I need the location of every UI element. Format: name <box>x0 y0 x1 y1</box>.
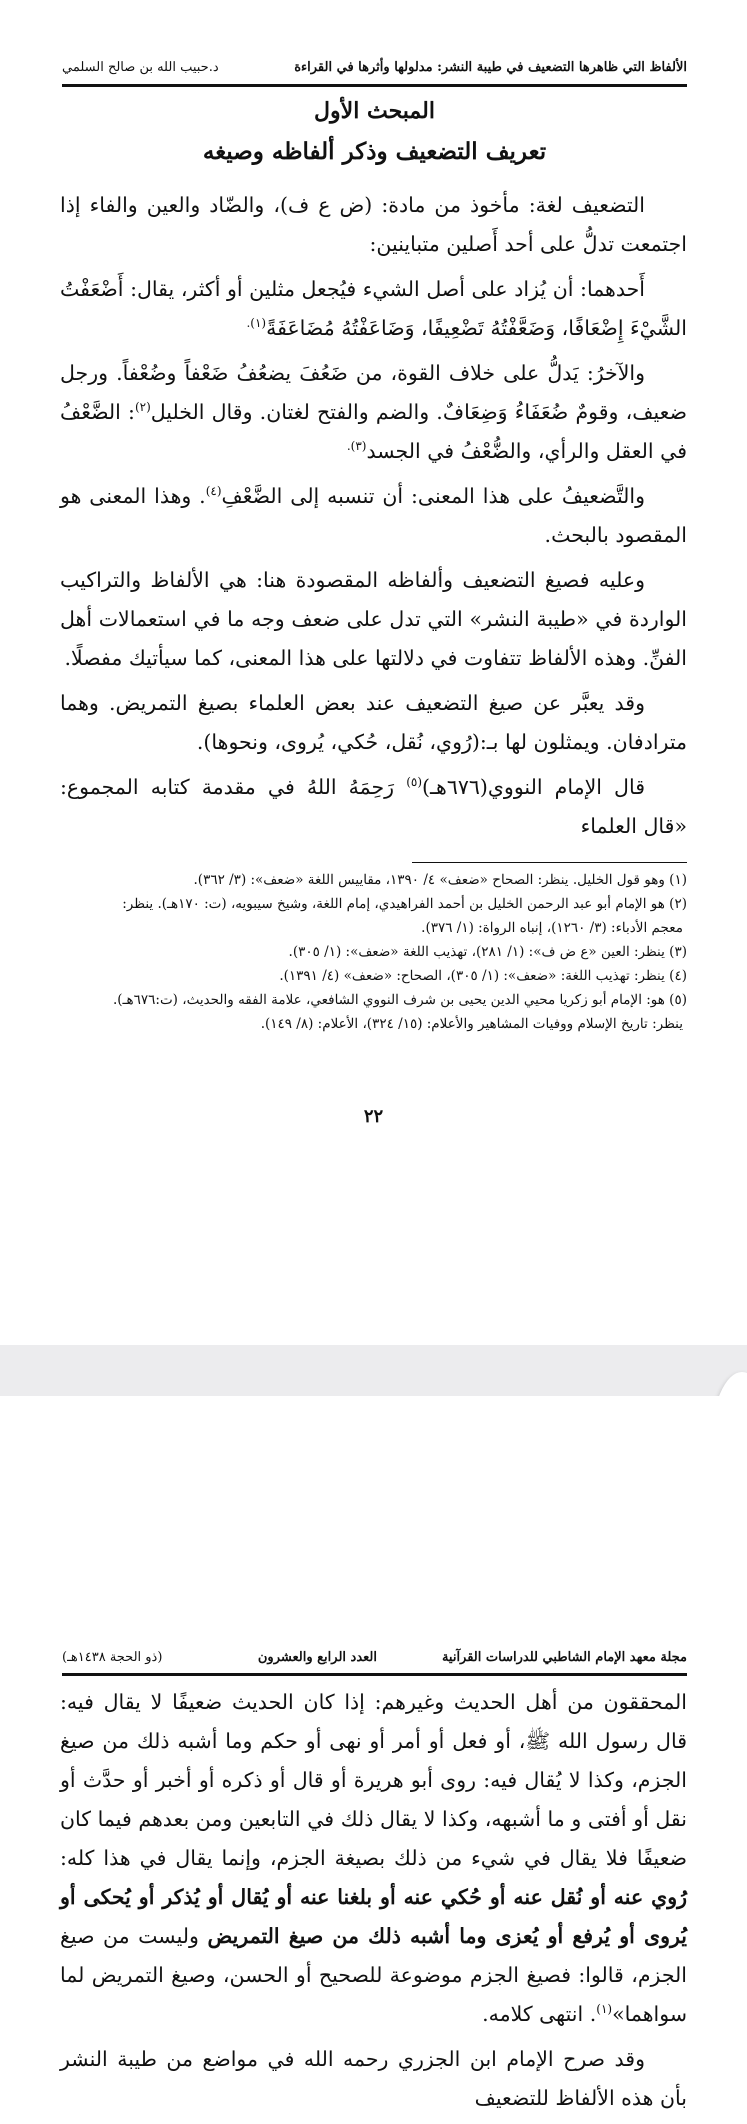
header-article-title: الألفاظ التي ظاهرها التضعيف في طيبة النشر: مدلولها وأثرها في القراءة <box>294 60 687 75</box>
header-author: د.حبيب الله بن صالح السلمي <box>62 60 219 75</box>
paragraph: المحققون من أهل الحديث وغيرهم: إذا كان الحديث ضعيفًا لا يقال فيه: قال رسول الله ﷺ، أو فعل أو أمر أو نهى أو حكم وما أشبه ذلك من صيغ الجزم، وكذا لا يُقال فيه: روى أبو هريرة أو قال أو ذكره أو أخبر أو حدَّث أو نقل أو أفتى و ما أشبهه، وكذا لا يقال ذلك في التابعين ومن بعدهم فيما كان ضعيفًا فلا يقال في شيء من ذلك بصيغة الجزم، وإنما يقال في هذا كله: رُوي عنه أو نُقل عنه أو حُكي عنه أو بلغنا عنه أو يُقال أو يُذكر أو يُحكى أو يُروى أو يُرفع أو يُعزى وما أشبه ذلك من صيغ التمريض وليست من صيغ الجزم، قالوا: فصيغ الجزم موضوعة للصحيح أو الحسن، وصيغ التمريض لما سواهما»$^{(١)}$. انتهى كلامه. <box>60 1690 688 2026</box>
footnote: (٣) ينظر: العين «ع ض ف»: (١/ ٢٨١)، تهذيب اللغة «ضعف»: (١/ ٣٠٥). <box>288 944 687 960</box>
main-text <box>60 186 687 852</box>
footnote: (٥) هو: الإمام أبو زكريا محيي الدين يحيى بن شرف النووي الشافعي، علامة الفقه والحديث، (ت:٦٧٦هـ). <box>113 992 687 1008</box>
footnote: (١) وهو قول الخليل. ينظر: الصحاح «ضعف» ٤/ ١٣٩٠، مقاييس اللغة «ضعف»: (٣/ ٣٦٢). <box>193 872 687 888</box>
page-gap <box>0 1345 747 1396</box>
footnote-continuation: ينظر: تاريخ الإسلام ووفيات المشاهير والأعلام: (١٥/ ٣٢٤)، الأعلام: (٨/ ١٤٩). <box>260 1016 683 1032</box>
footnote-continuation: معجم الأدباء: (٣/ ١٢٦٠)، إنباه الرواة: (١/ ٣٧٦). <box>421 920 683 936</box>
footnote-ref[interactable]: (١). <box>246 316 267 331</box>
section-title: المبحث الأول <box>314 98 435 124</box>
paragraph: والتَّضعيفُ على هذا المعنى: أن تنسبه إلى الضَّعْفِ$^{(٤)}$. وهذا المعنى هو المقصود بالبحث. <box>60 484 687 547</box>
header-journal-name: مجلة معهد الإمام الشاطبي للدراسات القرآنية <box>441 1650 687 1665</box>
footnote-ref[interactable]: (٣). <box>346 439 367 454</box>
paragraph: وعليه فصيغ التضعيف وألفاظه المقصودة هنا: هي الألفاظ والتراكيب الواردة في «طيبة النشر» التي تدل على ضعف وجه ما في استعمالات أهل الفنِّ. وهذه الألفاظ تتفاوت في دلالتها على هذا المعنى، كما سيأتيك مفصلًا. <box>60 568 687 670</box>
paragraph: التضعيف لغة: مأخوذ من مادة: (ض ع ف)، والضّاد والعين والفاء إذا اجتمعت تدلُّ على أحد أَصلين متباينين: <box>60 193 687 256</box>
footnote-ref[interactable]: (٤) <box>205 484 222 499</box>
paragraph: وقد صرح الإمام ابن الجزري رحمه الله في مواضع من طيبة النشر بأن هذه الألفاظ للتضعيف <box>60 2047 687 2110</box>
running-header <box>62 1650 687 1674</box>
page-number: ٢٢ <box>363 1106 384 1127</box>
running-header <box>62 60 687 84</box>
paragraph: أَحدهما: أن يُزاد على أصل الشيء فيُجعل مثلين أو أكثر، يقال: أَضْعَفْتُ الشَّيْءَ إِضْعَافًا، وَضَعَّفْتُهُ تَضْعِيفًا، وَضَاعَفْتُهُ مُضَاعَفَةً$^{(١).}$ <box>60 277 687 340</box>
paragraph: وقد يعبَّر عن صيغ التضعيف عند بعض العلماء بصيغ التمريض. وهما مترادفان. ويمثلون لها بـ:(رُوي، نُقل، حُكي، يُروى، ونحوها). <box>60 691 687 754</box>
footnote: (٤) ينظر: تهذيب اللغة: «ضعف»: (١/ ٣٠٥)، الصحاح: «ضعف» (٤/ ١٣٩١). <box>279 968 687 984</box>
header-issue: العدد الرابع والعشرون <box>257 1650 377 1665</box>
footnote-ref[interactable]: (١) <box>596 2002 613 2017</box>
footnote-ref[interactable]: (٢) <box>134 400 151 415</box>
main-text <box>60 1683 687 2124</box>
section-subtitle: تعريف التضعيف وذكر ألفاظه وصيغه <box>202 138 547 165</box>
footnote-ref[interactable]: (٥) <box>406 775 423 790</box>
footnotes <box>60 868 687 1036</box>
footnote: (٢) هو الإمام أبو عبد الرحمن الخليل بن أحمد الفراهيدي، إمام اللغة، وشيخ سيبويه، (ت: ١٧٠هـ). ينظر: <box>122 896 687 912</box>
paragraph: والآخرُ: يَدلُّ على خلاف القوة، من ضَعُفَ يضعُفُ ضَعْفاً وضُعْفاً. ورجل ضعيف، وقومٌ ضُعَفَاءُ وَضِعَافٌ. والضم والفتح لغتان. وقال الخليل$^{(٢)}$: الضَّعْفُ في العقل والرأي، والضُّعْفُ في الجسد$^{(٣).}$ <box>60 361 687 463</box>
header-rule <box>62 84 687 87</box>
document-page-23 <box>0 1396 747 2110</box>
header-date: (ذو الحجة ١٤٣٨هـ) <box>62 1650 163 1665</box>
header-rule <box>62 1673 687 1676</box>
footnote-separator <box>412 862 687 863</box>
paragraph: قال الإمام النووي(٦٧٦هـ)$^{(٥)}$ رَحِمَهُ اللهُ في مقدمة كتابه المجموع: «قال العلماء <box>60 775 687 838</box>
